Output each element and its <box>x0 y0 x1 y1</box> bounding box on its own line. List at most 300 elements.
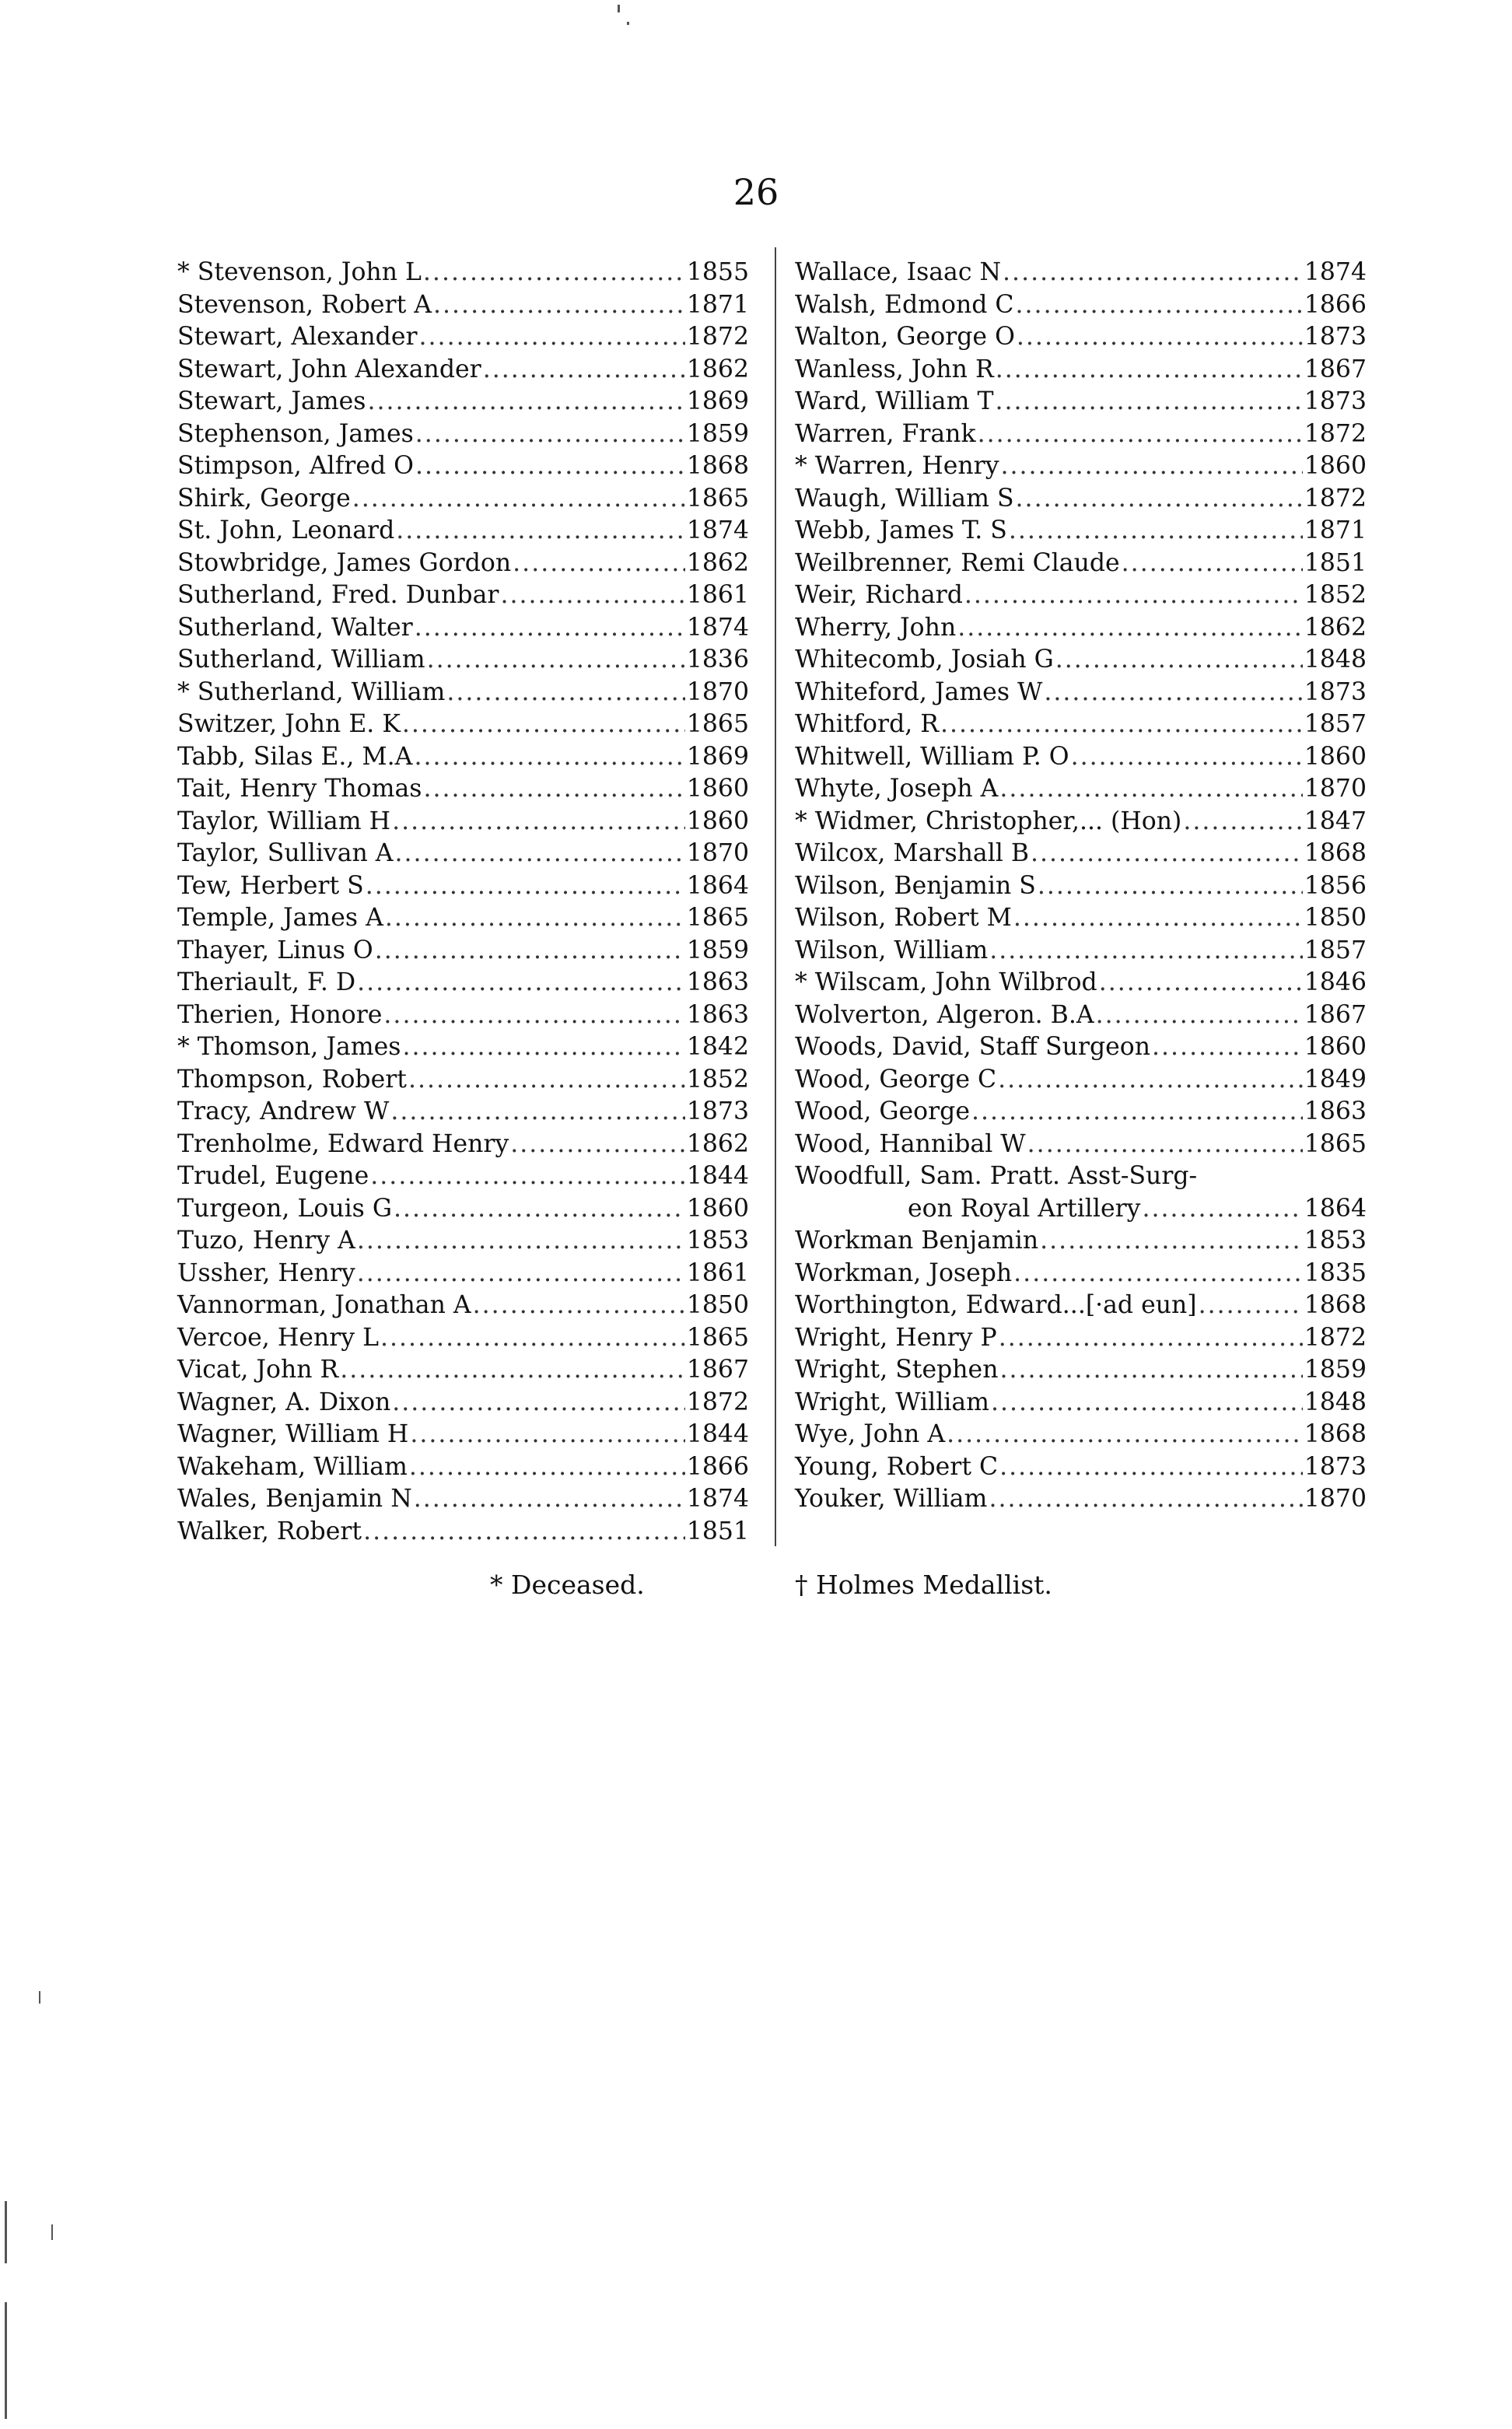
entry-year: 1863 <box>1304 1097 1367 1125</box>
list-item <box>795 515 1367 548</box>
entry-year: 1872 <box>686 323 749 351</box>
list-item <box>177 773 749 806</box>
entry-name: Tuzo, Henry A <box>177 1227 355 1255</box>
entry-year: 1859 <box>686 419 749 448</box>
dot-leader <box>357 1258 685 1290</box>
dot-leader <box>410 1419 684 1451</box>
entry-year: 1852 <box>686 1065 749 1094</box>
entry-year: 1862 <box>686 548 749 577</box>
list-item <box>177 1258 749 1290</box>
list-item <box>177 1387 749 1419</box>
list-item <box>795 579 1367 612</box>
entry-year: 1836 <box>686 646 749 674</box>
entry-name: Weir, Richard <box>795 581 963 609</box>
entry-year: 1869 <box>686 742 749 771</box>
dot-leader <box>999 773 1302 806</box>
entry-name: Walker, Robert <box>177 1517 362 1545</box>
entry-name: Walton, George O <box>795 323 1015 351</box>
entry-name: Tracy, Andrew W <box>177 1097 390 1125</box>
dot-leader <box>423 773 684 806</box>
list-item <box>177 354 749 387</box>
entry-name: Young, Robert C <box>795 1452 999 1481</box>
entry-name: Taylor, William H <box>177 807 391 835</box>
entry-year: 1864 <box>686 871 749 900</box>
entry-year: 1848 <box>1304 1388 1367 1416</box>
entry-year: 1860 <box>1304 742 1367 771</box>
entry-name: Woodfull, Sam. Pratt. Asst-Surg- <box>795 1162 1198 1190</box>
dot-leader <box>1183 806 1303 838</box>
list-item <box>177 1096 749 1129</box>
dot-leader <box>380 1322 685 1355</box>
dot-leader <box>989 1483 1302 1516</box>
list-item <box>795 450 1367 483</box>
list-item <box>177 548 749 580</box>
entry-year: 1859 <box>686 936 749 964</box>
list-item <box>795 321 1367 354</box>
entry-name: Tait, Henry Thomas <box>177 775 422 803</box>
list-item <box>795 548 1367 580</box>
entry-name: Weilbrenner, Remi Claude <box>795 548 1120 577</box>
list-item <box>795 806 1367 838</box>
dot-leader <box>1099 967 1303 999</box>
entry-name: Whiteford, James W <box>795 677 1043 706</box>
entry-year: 1874 <box>1304 258 1367 286</box>
list-item <box>795 1322 1367 1355</box>
list-item <box>795 1225 1367 1258</box>
entry-name: Workman, Joseph <box>795 1258 1013 1287</box>
list-item <box>795 1258 1367 1290</box>
entry-year: 1835 <box>1304 1258 1367 1287</box>
entry-year: 1860 <box>1304 452 1367 480</box>
dot-leader <box>396 515 685 548</box>
entry-year: 1853 <box>1304 1227 1367 1255</box>
entry-year: 1872 <box>1304 484 1367 513</box>
entry-year: 1872 <box>1304 1323 1367 1352</box>
entry-name: Ward, William T <box>795 387 994 415</box>
entry-name: Vannorman, Jonathan A <box>177 1291 471 1319</box>
dot-leader <box>1027 1129 1303 1161</box>
dot-leader <box>402 1031 684 1064</box>
entry-year: 1849 <box>1304 1065 1367 1094</box>
dot-leader <box>402 709 685 741</box>
entry-year: 1867 <box>1304 1000 1367 1029</box>
entry-name: * Thomson, James <box>177 1033 401 1061</box>
entry-year: 1870 <box>1304 1485 1367 1513</box>
scan-speck <box>39 1991 40 2004</box>
dot-leader <box>363 1516 685 1549</box>
entry-name: Taylor, Sullivan A <box>177 839 394 867</box>
list-item <box>177 257 749 289</box>
entry-year: 1851 <box>686 1517 749 1545</box>
dot-leader <box>1013 1258 1303 1290</box>
entry-name: Stevenson, Robert A <box>177 290 432 319</box>
list-item <box>177 450 749 483</box>
list-item <box>795 1419 1367 1451</box>
list-item <box>795 1160 1367 1193</box>
entry-year: 1873 <box>1304 677 1367 706</box>
list-item <box>177 1064 749 1097</box>
entry-name: Whitwell, William P. O <box>795 742 1069 771</box>
entry-name: Woods, David, Staff Surgeon <box>795 1033 1151 1061</box>
entry-year: 1857 <box>1304 936 1367 964</box>
entry-year: 1852 <box>1304 581 1367 609</box>
entry-name: Wakeham, William <box>177 1452 408 1481</box>
dot-leader <box>1044 677 1302 709</box>
dot-leader <box>415 612 685 645</box>
list-item <box>177 1354 749 1387</box>
entry-year: 1870 <box>1304 775 1367 803</box>
entry-year: 1859 <box>1304 1356 1367 1384</box>
entry-year: 1865 <box>1304 1129 1367 1158</box>
entry-year: 1873 <box>1304 387 1367 415</box>
dot-leader <box>999 1451 1303 1484</box>
entry-name: * Sutherland, William <box>177 677 446 706</box>
list-item <box>795 1483 1367 1516</box>
entry-year: 1862 <box>686 1129 749 1158</box>
list-item <box>177 741 749 774</box>
entry-name: Theriault, F. D <box>177 968 356 996</box>
entry-year: 1847 <box>1304 807 1367 835</box>
entry-name: St. John, Leonard <box>177 516 395 544</box>
entry-name: Workman Benjamin <box>795 1227 1039 1255</box>
dot-leader <box>1055 644 1303 677</box>
dot-leader <box>989 935 1303 968</box>
list-item <box>795 1451 1367 1484</box>
scan-speck <box>618 5 620 12</box>
dot-leader <box>394 1193 685 1226</box>
list-item <box>177 838 749 870</box>
entry-name: Wood, George C <box>795 1065 997 1094</box>
right-column-list <box>795 257 1367 1516</box>
entry-name: Stewart, John Alexander <box>177 355 481 383</box>
entry-year: 1873 <box>1304 1452 1367 1481</box>
entry-year: 1862 <box>1304 613 1367 642</box>
list-item <box>177 515 749 548</box>
dot-leader <box>357 967 685 999</box>
entry-year: 1846 <box>1304 968 1367 996</box>
list-item <box>795 1031 1367 1064</box>
list-item <box>177 902 749 935</box>
entry-name: Trudel, Eugene <box>177 1162 369 1190</box>
dot-leader <box>1071 741 1303 774</box>
list-item <box>795 644 1367 677</box>
entry-name: Vercoe, Henry L <box>177 1323 380 1352</box>
dot-leader <box>1001 450 1303 483</box>
dot-leader <box>1016 483 1303 516</box>
list-item <box>177 1129 749 1161</box>
entry-name: Whitecomb, Josiah G <box>795 646 1054 674</box>
dot-leader <box>367 386 684 418</box>
list-item <box>177 1290 749 1322</box>
dot-leader <box>1038 870 1303 903</box>
scan-speck <box>5 2302 7 2419</box>
dot-leader <box>947 1419 1303 1451</box>
footnote-deceased: * Deceased. <box>490 1570 645 1600</box>
list-item <box>795 483 1367 516</box>
scan-speck <box>51 2224 53 2240</box>
entry-year: 1860 <box>1304 1033 1367 1061</box>
entry-name: Warren, Frank <box>795 419 976 448</box>
entry-name: Wilcox, Marshall B <box>795 839 1030 867</box>
entry-year: 1868 <box>686 452 749 480</box>
entry-name: Wilson, Benjamin S <box>795 871 1036 900</box>
entry-year: 1844 <box>686 1162 749 1190</box>
entry-year: 1866 <box>1304 290 1367 319</box>
list-item <box>795 1387 1367 1419</box>
dot-leader <box>357 1225 685 1258</box>
entry-year: 1874 <box>686 613 749 642</box>
dot-leader <box>1040 1225 1303 1258</box>
entry-name: Sutherland, Fred. Dunbar <box>177 581 499 609</box>
entry-year: 1857 <box>1304 710 1367 738</box>
list-item <box>177 1451 749 1484</box>
dot-leader <box>1016 289 1303 322</box>
column-divider <box>775 247 776 1546</box>
scan-speck <box>627 22 629 25</box>
dot-leader <box>340 1354 685 1387</box>
entry-name: Wye, John A <box>795 1420 946 1448</box>
list-item <box>177 1160 749 1193</box>
list-item <box>795 289 1367 322</box>
dot-leader <box>415 450 685 483</box>
entry-year: 1865 <box>686 1323 749 1352</box>
dot-leader <box>964 579 1303 612</box>
entry-name: Wright, Henry P <box>795 1323 997 1352</box>
entry-name: Wanless, John R <box>795 355 994 383</box>
entry-name: Wherry, John <box>795 613 957 642</box>
entry-year: 1872 <box>1304 419 1367 448</box>
entry-year: 1856 <box>1304 871 1367 900</box>
dot-leader <box>390 1096 684 1129</box>
entry-name: Wright, William <box>795 1388 990 1416</box>
dot-leader <box>446 677 684 709</box>
list-item <box>795 1129 1367 1161</box>
dot-leader <box>1003 257 1303 289</box>
entry-name: * Warren, Henry <box>795 452 999 480</box>
list-item <box>795 999 1367 1032</box>
entry-name: Ussher, Henry <box>177 1258 355 1287</box>
dot-leader <box>414 741 684 774</box>
list-item <box>177 612 749 645</box>
list-item <box>177 935 749 968</box>
dot-leader <box>423 257 685 289</box>
entry-name: Webb, James T. S <box>795 516 1007 544</box>
dot-leader <box>957 612 1303 645</box>
entry-name: Whyte, Joseph A <box>795 775 999 803</box>
entry-year: 1853 <box>686 1227 749 1255</box>
list-item <box>177 1322 749 1355</box>
entry-name: Vicat, John R <box>177 1356 339 1384</box>
list-item <box>795 418 1367 451</box>
list-item <box>177 1419 749 1451</box>
entry-name: * Widmer, Christopher,... (Hon) <box>795 807 1182 835</box>
dot-leader <box>383 999 684 1032</box>
entry-year: 1855 <box>686 258 749 286</box>
list-item <box>795 870 1367 903</box>
dot-leader <box>414 1483 685 1516</box>
entry-name: Temple, James A <box>177 904 383 932</box>
list-item <box>177 870 749 903</box>
entry-year: 1864 <box>1304 1194 1367 1223</box>
entry-year: 1865 <box>686 710 749 738</box>
dot-leader <box>433 289 685 322</box>
entry-name: Thayer, Linus O <box>177 936 373 964</box>
entry-name: Waugh, William S <box>795 484 1014 513</box>
entry-name: Sutherland, William <box>177 646 425 674</box>
list-item <box>177 289 749 322</box>
dot-leader <box>1142 1193 1302 1226</box>
list-item <box>177 806 749 838</box>
dot-leader <box>1031 838 1303 870</box>
dot-leader <box>375 935 685 968</box>
entry-name: Stewart, Alexander <box>177 323 418 351</box>
list-item <box>177 999 749 1032</box>
dot-leader <box>395 838 685 870</box>
dot-leader <box>1017 321 1303 354</box>
entry-name: Youker, William <box>795 1485 988 1513</box>
entry-year: 1851 <box>1304 548 1367 577</box>
entry-year: 1870 <box>686 839 749 867</box>
entry-year: 1865 <box>686 904 749 932</box>
list-item <box>177 483 749 516</box>
scan-speck <box>5 2201 7 2263</box>
dot-leader <box>419 321 685 354</box>
list-item <box>177 386 749 418</box>
dot-leader <box>385 902 685 935</box>
list-item <box>795 354 1367 387</box>
dot-leader <box>473 1290 685 1322</box>
dot-leader <box>392 1387 685 1419</box>
list-item <box>795 386 1367 418</box>
entry-year: 1863 <box>686 968 749 996</box>
entry-name: Wood, Hannibal W <box>795 1129 1026 1158</box>
dot-leader <box>1122 548 1303 580</box>
footnote-holmes-medallist: † Holmes Medallist. <box>795 1570 1052 1600</box>
list-item <box>177 967 749 999</box>
list-item <box>177 644 749 677</box>
dot-leader <box>996 354 1303 387</box>
entry-name: Sutherland, Walter <box>177 613 413 642</box>
dot-leader <box>392 806 685 838</box>
list-item <box>795 677 1367 709</box>
list-item <box>795 935 1367 968</box>
list-item <box>795 1096 1367 1129</box>
list-item <box>177 321 749 354</box>
entry-name: Wales, Benjamin N <box>177 1485 412 1513</box>
entry-name: Stewart, James <box>177 387 366 415</box>
dot-leader <box>1009 515 1303 548</box>
entry-name: Switzer, John E. K <box>177 710 401 738</box>
dot-leader <box>370 1160 685 1193</box>
dot-leader <box>1000 1354 1303 1387</box>
entry-name: Thompson, Robert <box>177 1065 407 1094</box>
dot-leader <box>1096 999 1303 1032</box>
entry-year: 1863 <box>686 1000 749 1029</box>
entry-year: 1842 <box>686 1033 749 1061</box>
entry-year: 1848 <box>1304 646 1367 674</box>
entry-year: 1874 <box>686 516 749 544</box>
dot-leader <box>352 483 685 516</box>
entry-name: Tabb, Silas E., M.A <box>177 742 413 771</box>
dot-leader <box>1199 1290 1303 1322</box>
dot-leader <box>483 354 685 387</box>
list-item <box>177 709 749 741</box>
entry-name: Stimpson, Alfred O <box>177 452 414 480</box>
entry-year: 1850 <box>686 1291 749 1319</box>
list-item <box>177 579 749 612</box>
entry-name: Wood, George <box>795 1097 970 1125</box>
list-item <box>795 1193 1367 1226</box>
entry-name: Wilson, Robert M <box>795 904 1012 932</box>
entry-year: 1860 <box>686 807 749 835</box>
entry-year: 1868 <box>1304 839 1367 867</box>
entry-year: 1844 <box>686 1420 749 1448</box>
entry-year: 1868 <box>1304 1420 1367 1448</box>
dot-leader <box>513 548 685 580</box>
dot-leader <box>999 1322 1303 1355</box>
entry-name: Wallace, Isaac N <box>795 258 1002 286</box>
dot-leader <box>409 1451 685 1484</box>
entry-name: * Stevenson, John L <box>177 258 422 286</box>
entry-name: Whitford, R <box>795 710 939 738</box>
entry-name: eon Royal Artillery <box>908 1194 1141 1223</box>
list-item <box>795 1064 1367 1097</box>
dot-leader <box>427 644 685 677</box>
list-item <box>177 1483 749 1516</box>
entry-name: Wagner, William H <box>177 1420 409 1448</box>
list-item <box>795 612 1367 645</box>
entry-year: 1860 <box>686 1194 749 1223</box>
entry-year: 1871 <box>1304 516 1367 544</box>
dot-leader <box>500 579 684 612</box>
page-number: 26 <box>733 171 779 213</box>
entry-name: Wagner, A. Dixon <box>177 1388 391 1416</box>
dot-leader <box>995 386 1302 418</box>
entry-name: Stowbridge, James Gordon <box>177 548 512 577</box>
dot-leader <box>991 1387 1303 1419</box>
entry-name: Shirk, George <box>177 484 351 513</box>
list-item <box>795 1290 1367 1322</box>
list-item <box>177 1031 749 1064</box>
entry-year: 1869 <box>686 387 749 415</box>
entry-name: Stephenson, James <box>177 419 414 448</box>
dot-leader <box>978 418 1303 451</box>
entry-name: * Wilscam, John Wilbrod <box>795 968 1097 996</box>
entry-year: 1867 <box>686 1356 749 1384</box>
entry-year: 1874 <box>686 1485 749 1513</box>
entry-year: 1872 <box>686 1388 749 1416</box>
dot-leader <box>1013 902 1303 935</box>
dot-leader <box>940 709 1303 741</box>
entry-name: Wilson, William <box>795 936 989 964</box>
entry-year: 1868 <box>1304 1291 1367 1319</box>
dot-leader <box>415 418 685 451</box>
list-item <box>795 773 1367 806</box>
entry-year: 1866 <box>686 1452 749 1481</box>
entry-year: 1873 <box>686 1097 749 1125</box>
entry-year: 1867 <box>1304 355 1367 383</box>
list-item <box>795 902 1367 935</box>
entry-year: 1865 <box>686 484 749 513</box>
list-item <box>177 1193 749 1226</box>
entry-name: Worthington, Edward...[·ad eun] <box>795 1291 1197 1319</box>
list-item <box>177 418 749 451</box>
list-item <box>177 1225 749 1258</box>
entry-year: 1861 <box>686 1258 749 1287</box>
left-column-list <box>177 257 749 1548</box>
list-item <box>177 677 749 709</box>
entry-year: 1871 <box>686 290 749 319</box>
